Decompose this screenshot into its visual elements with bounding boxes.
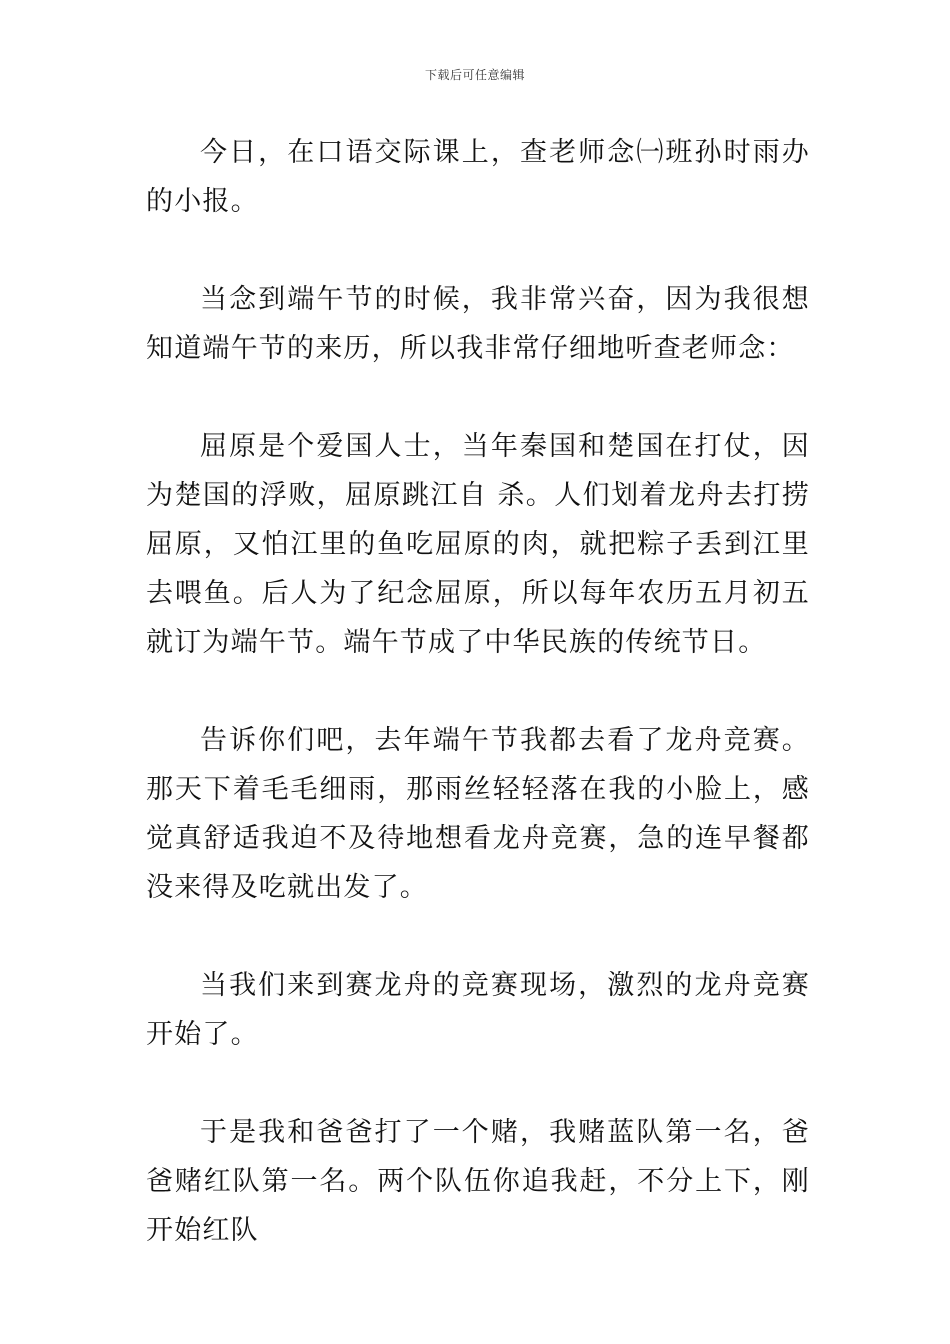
page-header: 下载后可任意编辑 [424, 68, 525, 82]
paragraph-5: 当我们来到赛龙舟的竞赛现场，激烈的龙舟竞赛开始了。 [146, 970, 810, 1050]
paragraph-2: 当念到端午节的时候，我非常兴奋，因为我很想知道端午节的来历，所以我非常仔细地听查老师念： [146, 284, 810, 364]
paragraph-6: 于是我和爸爸打了一个赌，我赌蓝队第一名，爸爸赌红队第一名。两个队伍你追我赶，不分上下，刚开始红队 [146, 1117, 810, 1246]
paragraph-1: 今日，在口语交际课上，查老师念㈠班孙时雨办的小报。 [146, 137, 810, 217]
paragraph-3: 屈原是个爱国人士，当年秦国和楚国在打仗，因为楚国的浮败，屈原跳江自 杀。人们划着龙舟去打捞屈原，又怕江里的鱼吃屈原的肉，就把粽子丢到江里去喂鱼。后人为了纪念屈原，所以每年农历五月初五就订为端午节。端午节成了中华民族的传统节日。 [146, 431, 810, 658]
paragraph-4: 告诉你们吧，去年端午节我都去看了龙舟竞赛。那天下着毛毛细雨，那雨丝轻轻落在我的小脸上，感觉真舒适我迫不及待地想看龙舟竞赛，急的连早餐都没来得及吃就出发了。 [146, 725, 810, 903]
document-body [146, 128, 810, 1255]
